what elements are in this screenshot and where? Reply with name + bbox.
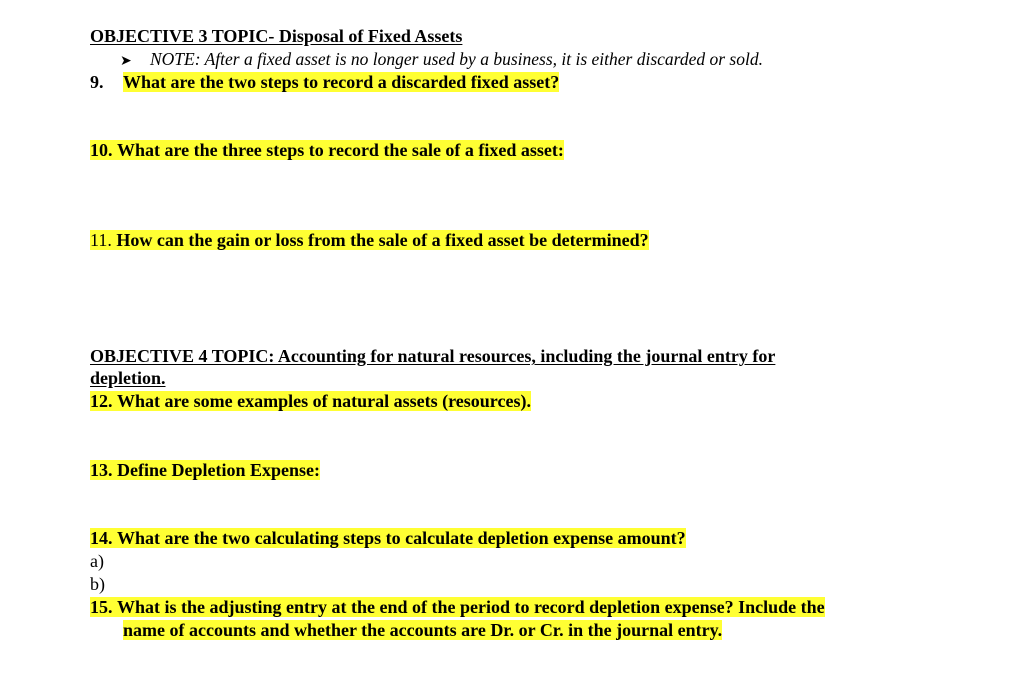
answer-line-a: a)	[90, 551, 104, 571]
question-text: What are some examples of natural assets (resources).	[117, 391, 531, 411]
question-number: 14.	[90, 528, 113, 548]
question-number: 12.	[90, 391, 113, 411]
question-10	[90, 139, 564, 161]
objective-4-heading-line-2: depletion.	[90, 368, 166, 388]
question-text: What are the two steps to record a discarded fixed asset?	[123, 72, 560, 92]
question-number: 13.	[90, 460, 113, 480]
question-15-continuation	[123, 619, 722, 641]
objective-3-heading: OBJECTIVE 3 TOPIC- Disposal of Fixed Assets	[90, 26, 463, 46]
question-12	[90, 390, 531, 412]
question-text: Define Depletion Expense:	[117, 460, 320, 480]
note-line	[120, 48, 763, 73]
question-number: 15.	[90, 597, 113, 617]
answer-line-b: b)	[90, 574, 105, 594]
question-number: 11.	[90, 230, 112, 250]
question-text: What are the three steps to record the sale of a fixed asset:	[117, 140, 564, 160]
question-text-line-1: What is the adjusting entry at the end of the period to record depletion expense? Include the	[117, 597, 825, 617]
question-number: 9.	[90, 72, 104, 92]
question-text-line-2: name of accounts and whether the accounts are Dr. or Cr. in the journal entry.	[123, 620, 723, 640]
question-number: 10.	[90, 140, 113, 160]
question-text: How can the gain or loss from the sale of a fixed asset be determined?	[116, 230, 649, 250]
question-11	[90, 229, 649, 251]
question-9	[90, 71, 559, 93]
arrow-bullet-icon: ➤	[120, 54, 132, 69]
question-13	[90, 459, 320, 481]
question-text: What are the two calculating steps to calculate depletion expense amount?	[117, 528, 686, 548]
note-text: NOTE: After a fixed asset is no longer used by a business, it is either discarded or sold.	[150, 49, 763, 69]
question-15	[90, 596, 825, 618]
question-14	[90, 527, 686, 549]
objective-4-heading-line-1: OBJECTIVE 4 TOPIC: Accounting for natural resources, including the journal entry for	[90, 346, 776, 366]
